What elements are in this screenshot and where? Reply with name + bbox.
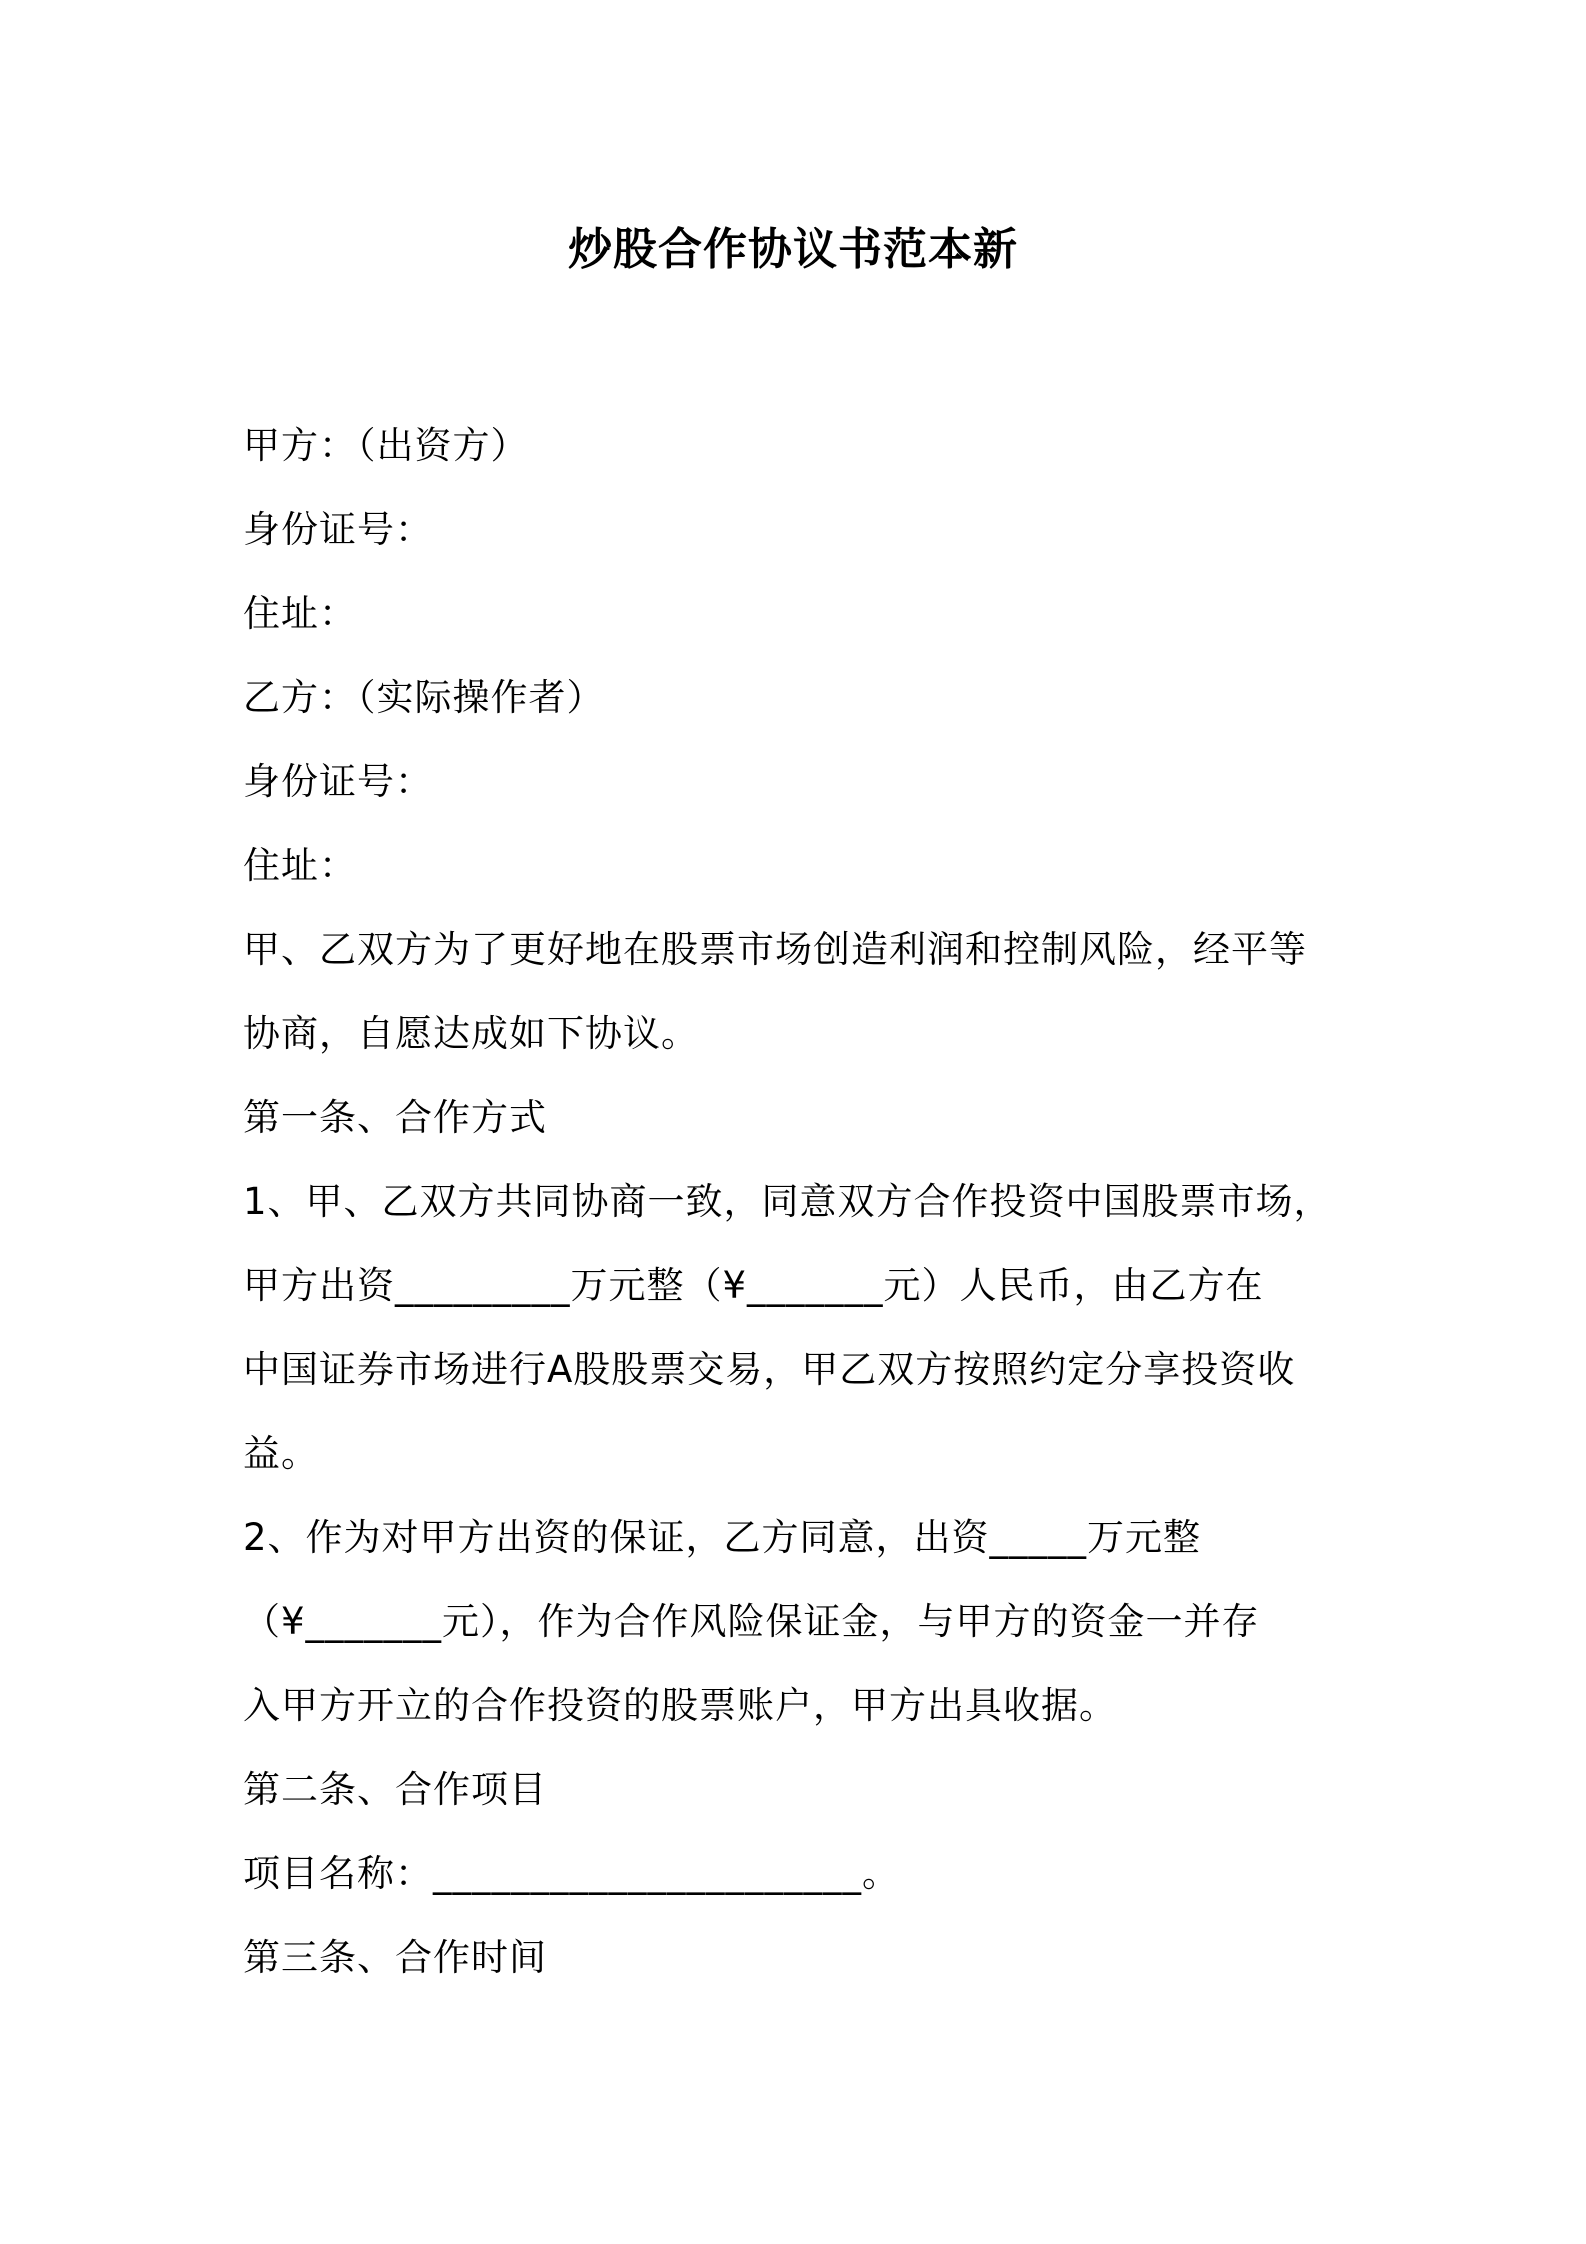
article-1-clause-1-line-1: 1、甲、乙双方共同协商一致，同意双方合作投资中国股票市场， — [243, 1180, 1332, 1223]
article-1-clause-1-line-2: 甲方出资_________万元整（¥_______元）人民币，由乙方在 — [243, 1264, 1264, 1307]
party-a-label: 甲方：（出资方） — [243, 424, 529, 467]
article-1-clause-2-line-1: 2、作为对甲方出资的保证，乙方同意，出资_____万元整 — [243, 1516, 1202, 1559]
document-title: 炒股合作协议书范本新 — [568, 224, 1018, 275]
article-3-heading: 第三条、合作时间 — [243, 1936, 547, 1979]
article-1-clause-1-line-3: 中国证券市场进行A股股票交易，甲乙双方按照约定分享投资收 — [243, 1348, 1296, 1391]
article-1-clause-2-line-2: （¥_______元），作为合作风险保证金，与甲方的资金一并存 — [243, 1600, 1260, 1643]
party-b-id-number: 身份证号： — [243, 760, 433, 803]
project-name-field: 项目名称：______________________。 — [243, 1852, 900, 1895]
preamble-line-2: 协商，自愿达成如下协议。 — [243, 1012, 699, 1055]
preamble-line-1: 甲、乙双方为了更好地在股票市场创造利润和控制风险，经平等 — [243, 928, 1307, 971]
article-2-heading: 第二条、合作项目 — [243, 1768, 547, 1811]
document-body — [243, 404, 1363, 2000]
party-a-address: 住址： — [243, 592, 357, 635]
party-a-id-number: 身份证号： — [243, 508, 433, 551]
party-b-address: 住址： — [243, 844, 357, 887]
article-1-heading: 第一条、合作方式 — [243, 1096, 547, 1139]
party-b-label: 乙方：（实际操作者） — [243, 676, 605, 719]
article-1-clause-2-line-3: 入甲方开立的合作投资的股票账户，甲方出具收据。 — [243, 1684, 1117, 1727]
article-1-clause-1-line-4: 益。 — [243, 1432, 319, 1475]
